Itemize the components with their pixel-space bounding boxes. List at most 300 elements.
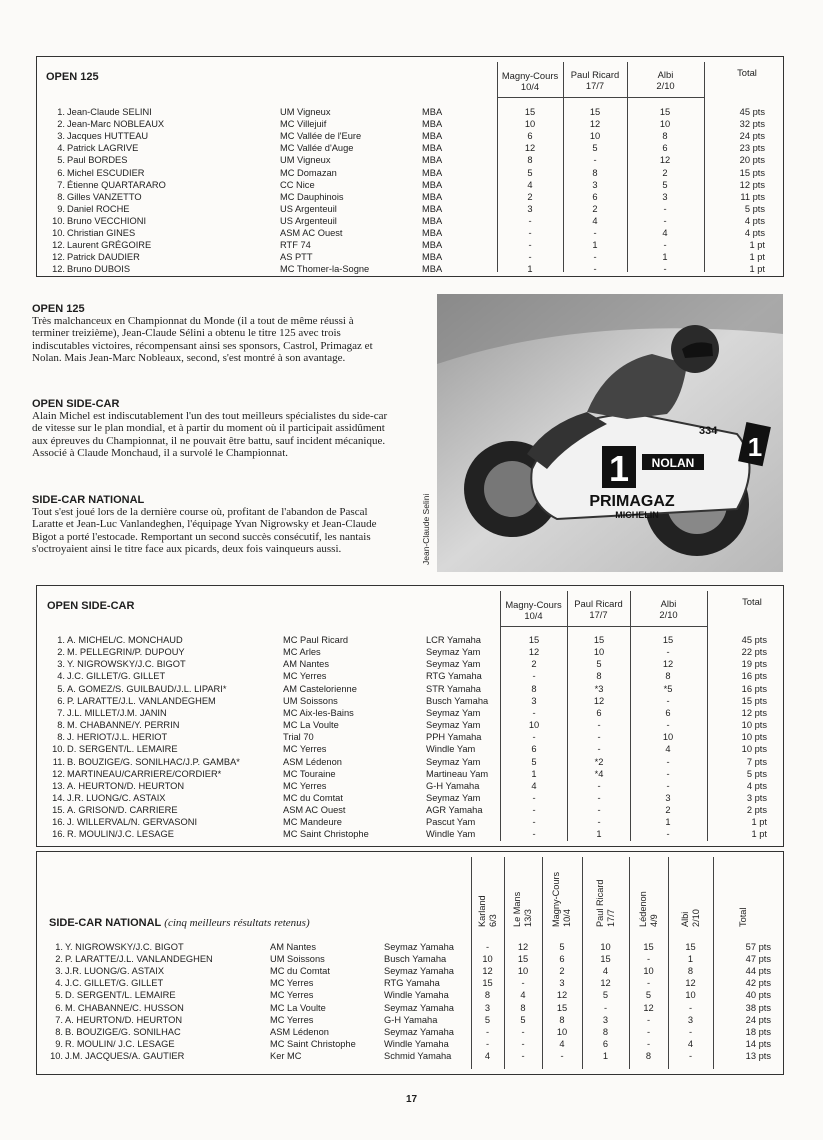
row-r2: - <box>597 817 601 828</box>
row-club: ASM Lédenon <box>270 1026 329 1037</box>
col-albi: Albi 2/10 <box>656 69 675 91</box>
row-result: 12 <box>685 978 696 989</box>
table-row <box>37 179 783 191</box>
row-name: D. SERGENT/L. LEMAIRE <box>65 990 176 1001</box>
table-row <box>37 191 783 203</box>
row-pos: 5. <box>55 990 63 1001</box>
row-result: 15 <box>517 954 529 965</box>
row-club: MC Villejuif <box>280 119 327 130</box>
row-bike: MBA <box>422 191 443 202</box>
row-result: 15 <box>685 942 696 952</box>
row-pos: 14. <box>52 792 65 803</box>
row-name: B. BOUZIGE/G. SONILHAC/J.P. GAMBA* <box>67 756 240 767</box>
row-r3: 15 <box>662 635 674 645</box>
row-bike: Windle Yamaha <box>384 1038 449 1049</box>
row-total: 45 pts <box>739 107 765 117</box>
col-header: Magny-Cours 10/4 <box>551 871 572 927</box>
row-total: 47 pts <box>745 954 771 965</box>
table-row <box>37 792 783 804</box>
row-pos: 16. <box>52 829 65 840</box>
row-bike: Schmid Yamaha <box>384 1050 452 1061</box>
row-r3: 10 <box>662 732 674 743</box>
row-pos: 7. <box>57 707 65 718</box>
row-r3: - <box>666 780 670 791</box>
row-r1: - <box>528 252 532 263</box>
fairing-sub: MICHELIN <box>615 510 659 520</box>
row-r2: - <box>597 780 601 791</box>
row-bike: G-H Yamaha <box>384 1014 438 1025</box>
row-r2: 4 <box>592 215 598 226</box>
row-name: J.R. LUONG/C. ASTAIX <box>67 792 166 803</box>
row-r1: - <box>528 240 532 251</box>
row-club: MC Vallée de l'Eure <box>280 131 362 142</box>
row-total: 13 pts <box>745 1050 771 1061</box>
row-club: MC Thomer-la-Sogne <box>280 264 370 275</box>
row-club: MC Yerres <box>270 990 314 1001</box>
row-r3: 15 <box>659 107 671 117</box>
row-result: 5 <box>484 1014 491 1025</box>
row-result: 10 <box>556 1026 568 1037</box>
row-total: 24 pts <box>745 1014 771 1025</box>
row-r1: 2 <box>531 659 537 670</box>
table-row <box>37 953 783 965</box>
row-pos: 6. <box>57 167 65 178</box>
row-result: 3 <box>559 978 565 989</box>
row-r2: - <box>593 252 597 263</box>
row-bike: PPH Yamaha <box>426 732 482 743</box>
row-club: MC du Comtat <box>283 792 343 803</box>
row-r2: - <box>593 228 597 238</box>
row-pos: 8. <box>57 720 65 731</box>
row-result: 15 <box>600 954 611 965</box>
table-row <box>37 977 783 989</box>
row-bike: RTG Yamaha <box>426 671 482 682</box>
row-name: J.C. GILLET/G. GILLET <box>65 978 164 989</box>
row-club: UM Soissons <box>283 695 338 706</box>
table-row <box>37 263 783 275</box>
row-bike: Seymaz Yam <box>426 720 481 731</box>
row-name: A. MICHEL/C. MONCHAUD <box>67 635 183 645</box>
row-total: 3 pts <box>746 792 767 803</box>
row-result: - <box>646 1026 651 1037</box>
row-total: 4 pts <box>746 780 767 791</box>
row-bike: STR Yamaha <box>426 683 481 694</box>
row-total: 57 pts <box>745 942 771 952</box>
row-bike: Seymaz Yam <box>426 792 481 803</box>
row-club: MC La Voulte <box>283 720 339 731</box>
row-r3: 4 <box>665 744 671 755</box>
row-r3: 2 <box>665 805 671 816</box>
row-pos: 4. <box>57 671 65 682</box>
row-bike: MBA <box>422 167 443 178</box>
row-r1: 3 <box>527 203 533 214</box>
row-r1: - <box>532 792 536 803</box>
row-result: - <box>688 1050 693 1061</box>
row-club: MC Dauphinois <box>280 191 344 202</box>
row-r1: 10 <box>528 720 540 731</box>
row-club: US Argenteuil <box>280 215 337 226</box>
row-r3: - <box>663 203 667 214</box>
row-result: - <box>485 1038 490 1049</box>
row-total: 5 pts <box>744 203 765 214</box>
row-r3: 6 <box>662 143 668 154</box>
row-bike: Busch Yamaha <box>426 695 489 706</box>
row-name: P. LARATTE/J.L. VANLANDEGHEN <box>65 954 213 965</box>
row-bike: Seymaz Yamaha <box>384 1002 454 1013</box>
row-bike: MBA <box>422 179 443 190</box>
table-row <box>37 154 783 166</box>
row-result: 12 <box>482 966 493 977</box>
row-bike: Seymaz Yamaha <box>384 942 454 952</box>
row-pos: 13. <box>52 780 65 791</box>
row-bike: MBA <box>422 143 443 154</box>
row-r1: 15 <box>528 635 540 645</box>
row-r2: 6 <box>592 191 598 202</box>
row-r3: 10 <box>659 119 671 130</box>
row-r2: *4 <box>594 768 604 779</box>
row-r3: 4 <box>662 228 668 238</box>
table-row <box>37 239 783 251</box>
row-pos: 12. <box>52 768 65 779</box>
row-bike: MBA <box>422 252 443 263</box>
row-result: 12 <box>517 942 529 952</box>
row-club: MC Paul Ricard <box>283 635 349 645</box>
row-total: 32 pts <box>739 119 765 130</box>
row-result: 6 <box>602 1038 609 1049</box>
row-r2: - <box>593 155 597 166</box>
row-result: 4 <box>602 966 609 977</box>
row-result: 10 <box>685 990 696 1001</box>
row-r1: - <box>532 707 536 718</box>
row-pos: 2. <box>57 647 65 658</box>
row-total: 10 pts <box>741 732 767 743</box>
row-total: 16 pts <box>741 671 767 682</box>
row-club: Trial 70 <box>283 732 314 743</box>
row-name: A. HEURTON/D. HEURTON <box>65 1014 183 1025</box>
table-row <box>37 965 783 977</box>
row-name: J. WILLERVAL/N. GERVASONI <box>67 817 198 828</box>
row-bike: G-H Yamaha <box>426 780 480 791</box>
row-r1: 12 <box>524 143 536 154</box>
row-r2: - <box>597 744 601 755</box>
row-club: AM Castelorienne <box>283 683 357 694</box>
row-pos: 12. <box>52 252 65 263</box>
row-result: 4 <box>687 1038 694 1049</box>
row-result: 15 <box>643 942 654 952</box>
row-r3: 1 <box>662 252 668 263</box>
row-r1: 2 <box>527 191 533 202</box>
row-r3: 1 <box>665 817 671 828</box>
row-name: A. GRISON/D. CARRIERE <box>67 805 178 816</box>
row-r2: 2 <box>592 203 598 214</box>
row-r1: - <box>532 671 536 682</box>
row-r3: 3 <box>665 792 671 803</box>
col-header: Le Mans 13/3 <box>512 891 533 927</box>
row-result: 8 <box>602 1026 609 1037</box>
table-row <box>37 719 783 731</box>
row-result: 2 <box>559 966 565 977</box>
row-total: 1 pt <box>749 252 765 263</box>
row-result: - <box>521 1038 525 1049</box>
row-total: 18 pts <box>745 1026 771 1037</box>
row-result: 5 <box>520 1014 526 1025</box>
national-title-line <box>49 917 310 929</box>
row-pos: 15. <box>52 805 65 816</box>
row-bike: Seymaz Yamaha <box>384 1026 454 1037</box>
row-r1: 12 <box>528 647 540 658</box>
row-bike: AGR Yamaha <box>426 805 483 816</box>
row-result: 4 <box>520 990 526 1001</box>
row-result: 10 <box>517 966 529 977</box>
row-r1: 1 <box>531 768 537 779</box>
row-total: 4 pts <box>744 215 765 226</box>
row-bike: Busch Yamaha <box>384 954 447 965</box>
row-r2: 1 <box>596 829 602 840</box>
row-r2: - <box>593 264 597 275</box>
row-club: UM Vigneux <box>280 155 331 166</box>
row-r2: *3 <box>594 683 604 694</box>
row-club: MC du Comtat <box>270 966 330 977</box>
row-r1: 1 <box>527 264 533 275</box>
row-pos: 10. <box>52 744 65 755</box>
row-bike: Windle Yamaha <box>384 990 449 1001</box>
row-pos: 11. <box>52 756 65 767</box>
table-row <box>37 816 783 828</box>
row-r3: - <box>666 768 670 779</box>
row-total: 10 pts <box>741 744 767 755</box>
row-r2: - <box>597 805 601 816</box>
open125-table <box>36 56 784 277</box>
row-total: 15 pts <box>741 695 767 706</box>
row-r3: 6 <box>665 707 671 718</box>
row-club: CC Nice <box>280 179 315 190</box>
row-pos: 2. <box>55 954 63 965</box>
row-pos: 4. <box>57 143 65 154</box>
row-result: 3 <box>687 1014 694 1025</box>
row-total: 12 pts <box>741 707 767 718</box>
table-row <box>37 130 783 142</box>
fairing-number: 1 <box>608 448 630 489</box>
motorcycle-illustration <box>437 294 783 572</box>
table-row <box>37 828 783 840</box>
row-name: Patrick DAUDIER <box>67 252 140 263</box>
col-albi: Albi 2/10 <box>659 598 678 620</box>
table-row <box>37 989 783 1001</box>
row-bike: Martineau Yam <box>426 768 489 779</box>
row-result: - <box>521 978 525 989</box>
row-result: 3 <box>602 1014 609 1025</box>
row-club: ASM AC Ouest <box>280 228 343 238</box>
row-r1: 10 <box>524 119 536 130</box>
row-total: 38 pts <box>745 1002 771 1013</box>
row-club: MC La Voulte <box>270 1002 326 1013</box>
col-header: Total <box>738 907 748 927</box>
row-total: 1 pt <box>751 817 767 828</box>
row-bike: MBA <box>422 264 443 275</box>
row-total: 11 pts <box>740 191 765 202</box>
table-row <box>37 804 783 816</box>
table-row <box>37 167 783 179</box>
row-name: R. MOULIN/J.C. LESAGE <box>67 829 174 840</box>
col-paul-ricard: Paul Ricard 17/7 <box>574 598 623 620</box>
row-pos: 8. <box>57 732 65 743</box>
row-r3: - <box>663 240 667 251</box>
row-pos: 7. <box>55 1014 63 1025</box>
article-heading: OPEN SIDE-CAR <box>32 398 120 410</box>
row-r2: 12 <box>589 119 601 130</box>
row-bike: MBA <box>422 215 443 226</box>
row-pos: 7. <box>57 179 65 190</box>
row-bike: Seymaz Yam <box>426 756 481 767</box>
row-pos: 16. <box>52 817 65 828</box>
row-bike: MBA <box>422 119 443 130</box>
row-pos: 10. <box>52 215 65 226</box>
row-result: 1 <box>687 954 694 965</box>
table-row <box>37 227 783 239</box>
row-total: 7 pts <box>746 756 767 767</box>
nolan-text: NOLAN <box>651 456 695 470</box>
row-name: A. HEURTON/D. HEURTON <box>67 780 185 791</box>
row-result: 10 <box>482 954 493 965</box>
row-result: - <box>646 978 651 989</box>
row-club: Ker MC <box>270 1050 302 1061</box>
row-name: M. CHABANNE/Y. PERRIN <box>67 720 180 731</box>
row-pos: 1. <box>57 107 65 117</box>
row-bike: MBA <box>422 240 443 251</box>
col-header: Paul Ricard 17/7 <box>594 879 616 927</box>
row-total: 19 pts <box>741 659 767 670</box>
row-club: MC Mandeure <box>283 817 342 828</box>
table-row <box>37 941 783 953</box>
row-total: 2 pts <box>746 805 767 816</box>
photo-credit: Jean-Claude Selini <box>421 493 431 565</box>
open125-title: OPEN 125 <box>46 71 99 83</box>
row-result: 8 <box>484 990 491 1001</box>
row-name: M. CHABANNE/C. HUSSON <box>65 1002 184 1013</box>
row-r2: 15 <box>589 107 601 117</box>
row-result: 10 <box>600 942 611 952</box>
row-name: Bruno VECCHIONI <box>67 215 147 226</box>
row-name: M. PELLEGRIN/P. DUPOUY <box>67 647 185 658</box>
row-club: MC Yerres <box>270 978 314 989</box>
row-bike: Seymaz Yamaha <box>384 966 454 977</box>
row-r1: 15 <box>524 107 536 117</box>
col-header: Lédenon 4/9 <box>637 891 659 927</box>
fairing-brand: PRIMAGAZ <box>589 493 675 510</box>
row-result: - <box>603 1002 608 1013</box>
table-row <box>37 756 783 768</box>
row-name: Daniel ROCHE <box>67 203 130 214</box>
row-r1: - <box>532 829 536 840</box>
row-result: - <box>646 954 651 965</box>
row-r3: *5 <box>663 683 673 694</box>
row-total: 10 pts <box>741 720 767 731</box>
row-total: 44 pts <box>745 966 771 977</box>
col-header: Karland 6/3 <box>476 895 498 927</box>
row-r1: 3 <box>531 695 537 706</box>
row-name: J.M. JACQUES/A. GAUTIER <box>65 1050 185 1061</box>
row-result: - <box>646 1038 651 1049</box>
row-name: D. SERGENT/L. LEMAIRE <box>67 744 178 755</box>
row-total: 12 pts <box>739 179 765 190</box>
row-pos: 12. <box>52 240 65 251</box>
row-pos: 9. <box>57 203 65 214</box>
table-row <box>37 1050 783 1062</box>
row-r3: - <box>663 264 667 275</box>
row-r1: 8 <box>527 155 533 166</box>
row-pos: 6. <box>55 1002 63 1013</box>
row-result: - <box>560 1050 564 1061</box>
row-result: 8 <box>559 1014 565 1025</box>
row-name: Laurent GRÉGOIRE <box>67 240 152 251</box>
table-row <box>37 634 783 646</box>
row-name: J.L. MILLET/J.M. JANIN <box>67 707 167 718</box>
row-total: 5 pts <box>746 768 767 779</box>
row-name: Étienne QUARTARARO <box>67 179 166 190</box>
article-text: Tout s'est joué lors de la dernière course où, profitant de l'abandon de Pascal Laratte et Jean-Luc Vanlandeghen, l'équipage Yvan Nigrowsky et Jean-Claude Bigot a porté l'estocade. Remportant un second succès consécutif, les nantais s'octroyaient ainsi le titre face aux picards, deux fois vainqueurs aussi. <box>32 506 377 556</box>
row-name: J.C. GILLET/G. GILLET <box>67 671 166 682</box>
table-row <box>37 215 783 227</box>
row-r3: 5 <box>662 179 668 190</box>
row-result: 1 <box>602 1050 609 1061</box>
page-number: 17 <box>405 1094 418 1105</box>
row-result: 12 <box>556 990 568 1001</box>
article-heading: SIDE-CAR NATIONAL <box>32 494 145 506</box>
row-total: 23 pts <box>739 143 765 154</box>
table-row <box>37 683 783 695</box>
row-pos: 1. <box>55 942 63 952</box>
table-row <box>37 1038 783 1050</box>
row-r1: 4 <box>527 179 533 190</box>
row-r3: - <box>666 647 670 658</box>
table-row <box>37 658 783 670</box>
row-total: 22 pts <box>741 647 767 658</box>
col-header: Albi 2/10 <box>679 909 701 927</box>
row-r1: 5 <box>531 756 537 767</box>
row-result: 5 <box>602 990 609 1001</box>
row-bike: Seymaz Yam <box>426 707 481 718</box>
row-pos: 4. <box>55 978 63 989</box>
row-result: - <box>521 1050 525 1061</box>
row-pos: 9. <box>55 1038 63 1049</box>
article-text: Alain Michel est indiscutablement l'un des tout meilleurs spécialistes du side-car de vitesse sur le plan mondial, et à partir du moment où il participait assidûment aux épreuves du Championnat, il ne pouvait être battu, sauf incident mécanique. Associé à Claude Monchaud, il a survolé le Championnat. <box>32 410 388 460</box>
row-club: MC Arles <box>283 647 321 658</box>
row-r2: 1 <box>592 240 598 251</box>
row-pos: 10. <box>50 1050 63 1061</box>
row-r3: - <box>666 756 670 767</box>
row-pos: 3. <box>55 966 63 977</box>
row-club: MC Saint Christophe <box>283 829 369 840</box>
row-r1: - <box>532 732 536 743</box>
table-row <box>37 768 783 780</box>
row-result: 8 <box>645 1050 652 1061</box>
row-total: 40 pts <box>745 990 771 1001</box>
row-club: ASM AC Ouest <box>283 805 346 816</box>
row-total: 45 pts <box>741 635 767 645</box>
row-r3: 8 <box>665 671 671 682</box>
row-name: Gilles VANZETTO <box>67 191 142 202</box>
row-result: 15 <box>482 978 493 989</box>
row-result: - <box>485 942 490 952</box>
row-name: Patrick LAGRIVE <box>67 143 139 154</box>
row-total: 1 pt <box>749 240 765 251</box>
row-total: 1 pt <box>749 264 765 275</box>
row-result: - <box>646 1014 651 1025</box>
row-bike: Windle Yam <box>426 829 476 840</box>
row-pos: 5. <box>57 683 65 694</box>
row-result: 15 <box>556 1002 568 1013</box>
row-club: MC Aix-les-Bains <box>283 707 354 718</box>
